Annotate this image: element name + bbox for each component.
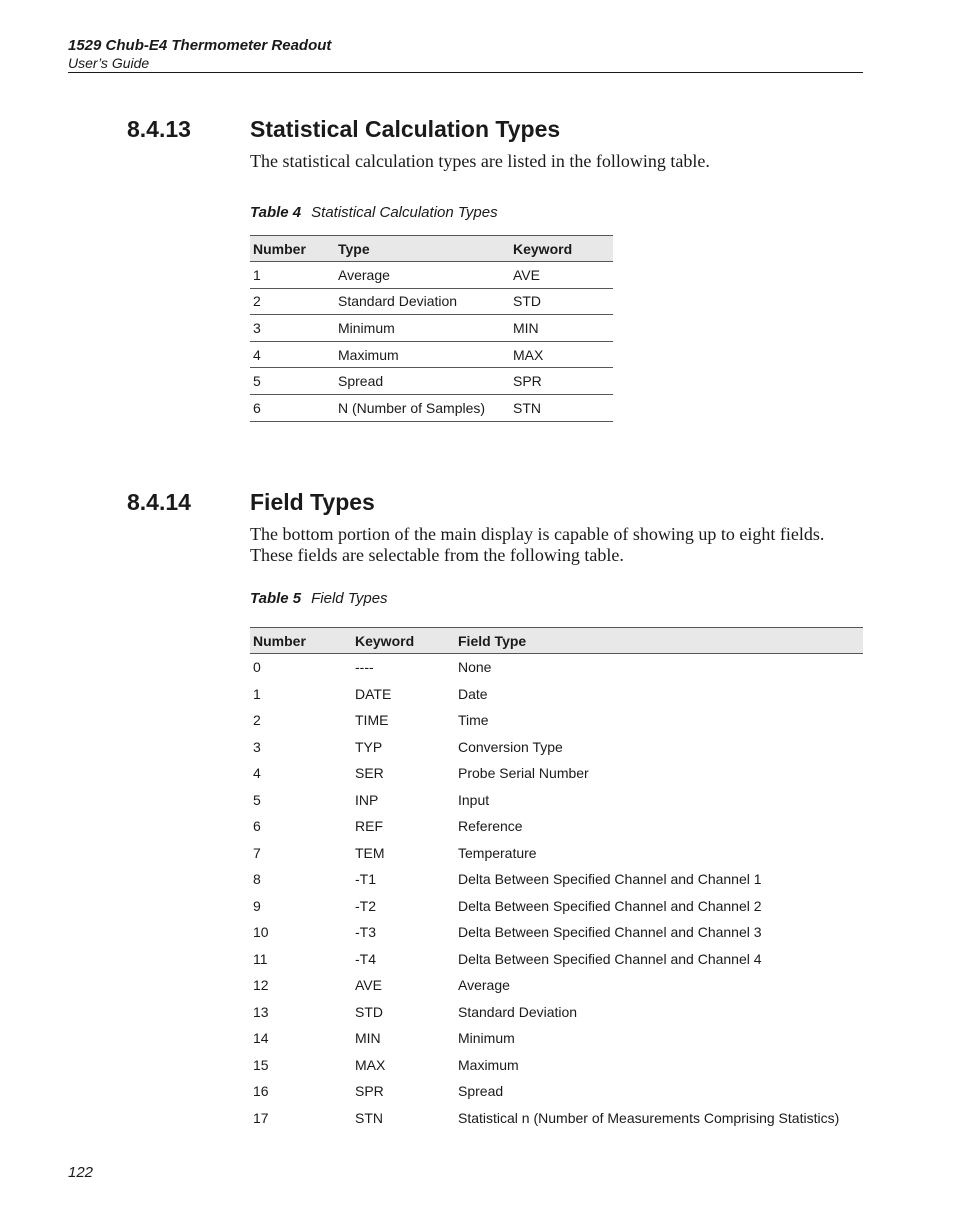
table-cell: Maximum: [335, 341, 510, 368]
table-row: [250, 1078, 863, 1105]
column-header: Keyword: [352, 628, 455, 654]
table-cell: Delta Between Specified Channel and Channel 4: [458, 950, 762, 967]
field-types-table: [250, 627, 863, 1131]
statistical-types-table: [250, 235, 613, 422]
table-caption: [250, 204, 498, 222]
table-cell: 5: [250, 368, 335, 395]
table-cell: 16: [253, 1083, 269, 1100]
table-row: [250, 368, 613, 395]
table-cell: Temperature: [458, 844, 537, 861]
table-cell: MIN: [355, 1030, 381, 1047]
document-subtitle: User’s Guide: [68, 55, 150, 71]
table-cell: STD: [510, 288, 613, 315]
table-row: [250, 341, 613, 368]
table-cell: 13: [253, 1003, 269, 1020]
table-cell: 6: [250, 394, 335, 421]
table-cell: 2: [253, 712, 261, 729]
header-rule: [68, 72, 863, 73]
table-row: [250, 315, 613, 342]
table-row: [250, 946, 863, 973]
table-row: [250, 734, 863, 761]
column-header: Field Type: [455, 628, 863, 654]
table-cell: None: [458, 659, 492, 676]
table-row: [250, 654, 863, 681]
table-caption: [250, 590, 388, 608]
table-cell: AVE: [510, 262, 613, 289]
table-row: [250, 813, 863, 840]
section-number: 8.4.14: [127, 489, 191, 515]
table-cell: 5: [253, 791, 261, 808]
table-caption-label: Table 5: [250, 590, 302, 607]
section-body: The bottom portion of the main display is capable of showing up to eight fields. These fields are selectable from the following table.: [250, 524, 825, 565]
table-cell: Probe Serial Number: [458, 765, 589, 782]
table-cell: SPR: [510, 368, 613, 395]
table-cell: -T2: [355, 897, 376, 914]
table-cell: 4: [253, 765, 261, 782]
table-row: [250, 1105, 863, 1132]
table-cell: MAX: [510, 341, 613, 368]
table-row: [250, 760, 863, 787]
section-title: Statistical Calculation Types: [250, 116, 561, 142]
table-cell: STN: [355, 1109, 383, 1126]
table-cell: STD: [355, 1003, 383, 1020]
table-cell: Maximum: [458, 1056, 519, 1073]
table-cell: Average: [335, 262, 510, 289]
column-header: Type: [335, 236, 510, 262]
table-cell: Spread: [458, 1083, 504, 1100]
table-cell: Delta Between Specified Channel and Channel 1: [458, 871, 762, 888]
table-cell: Standard Deviation: [458, 1003, 578, 1020]
running-header: [68, 37, 863, 71]
section-title: Field Types: [250, 489, 375, 515]
table-row: [250, 840, 863, 867]
table-body: [250, 654, 863, 1132]
table-header-row: [250, 628, 863, 654]
table-cell: Input: [458, 791, 490, 808]
table-cell: -T1: [355, 871, 376, 888]
table-cell: SER: [355, 765, 384, 782]
table-caption-text: Statistical Calculation Types: [311, 204, 498, 221]
table-cell: Spread: [335, 368, 510, 395]
table-cell: N (Number of Samples): [335, 394, 510, 421]
table-row: [250, 681, 863, 708]
table-cell: 17: [253, 1109, 269, 1126]
table-cell: Reference: [458, 818, 523, 835]
table-row: [250, 1025, 863, 1052]
table-cell: 12: [253, 977, 269, 994]
table-cell: AVE: [355, 977, 382, 994]
table-row: [250, 972, 863, 999]
table-cell: Statistical n (Number of Measurements Comprising Statistics): [458, 1109, 840, 1126]
document-title: 1529 Chub-E4 Thermometer Readout: [68, 37, 332, 54]
table-cell: Minimum: [458, 1030, 515, 1047]
column-header: Keyword: [510, 236, 613, 262]
table-cell: TIME: [355, 712, 389, 729]
section-body: The statistical calculation types are listed in the following table.: [250, 151, 710, 171]
table-cell: Conversion Type: [458, 738, 563, 755]
table-cell: 8: [253, 871, 261, 888]
table-cell: 7: [253, 844, 261, 861]
table-cell: Standard Deviation: [335, 288, 510, 315]
table-cell: 2: [250, 288, 335, 315]
table-cell: MIN: [510, 315, 613, 342]
table-cell: MAX: [355, 1056, 386, 1073]
table-cell: 3: [253, 738, 261, 755]
table-cell: DATE: [355, 685, 392, 702]
table-caption-text: Field Types: [311, 590, 388, 607]
table-cell: 11: [253, 950, 268, 967]
section-number: 8.4.13: [127, 116, 191, 142]
table-cell: 15: [253, 1056, 269, 1073]
column-header: Number: [250, 628, 352, 654]
table-cell: Delta Between Specified Channel and Channel 3: [458, 924, 762, 941]
table-cell: 9: [253, 897, 261, 914]
table-cell: SPR: [355, 1083, 384, 1100]
table-cell: Date: [458, 685, 488, 702]
table-cell: 0: [253, 659, 261, 676]
table-cell: STN: [510, 394, 613, 421]
table-cell: 6: [253, 818, 261, 835]
table-row: [250, 866, 863, 893]
table-row: [250, 999, 863, 1026]
table-row: [250, 394, 613, 421]
table-cell: -T3: [355, 924, 376, 941]
table-cell: 10: [253, 924, 269, 941]
table-cell: 3: [250, 315, 335, 342]
table-cell: TEM: [355, 844, 385, 861]
table-cell: Minimum: [335, 315, 510, 342]
table-row: [250, 919, 863, 946]
table-row: [250, 262, 613, 289]
table-row: [250, 787, 863, 814]
table-body: [250, 262, 613, 422]
table-cell: 14: [253, 1030, 269, 1047]
column-header: Number: [250, 236, 335, 262]
table-cell: Average: [458, 977, 510, 994]
table-row: [250, 707, 863, 734]
table-row: [250, 1052, 863, 1079]
table-row: [250, 288, 613, 315]
table-cell: -T4: [355, 950, 376, 967]
table-cell: 4: [250, 341, 335, 368]
page-number: 122: [68, 1164, 94, 1181]
table-cell: Delta Between Specified Channel and Channel 2: [458, 897, 762, 914]
table-caption-label: Table 4: [250, 204, 302, 221]
table-cell: Time: [458, 712, 489, 729]
table-cell: REF: [355, 818, 383, 835]
table-cell: 1: [250, 262, 335, 289]
table-cell: ----: [355, 659, 374, 676]
table-header-row: [250, 236, 613, 262]
table-cell: 1: [253, 685, 261, 702]
table-row: [250, 893, 863, 920]
table-cell: INP: [355, 791, 379, 808]
table-cell: TYP: [355, 738, 383, 755]
